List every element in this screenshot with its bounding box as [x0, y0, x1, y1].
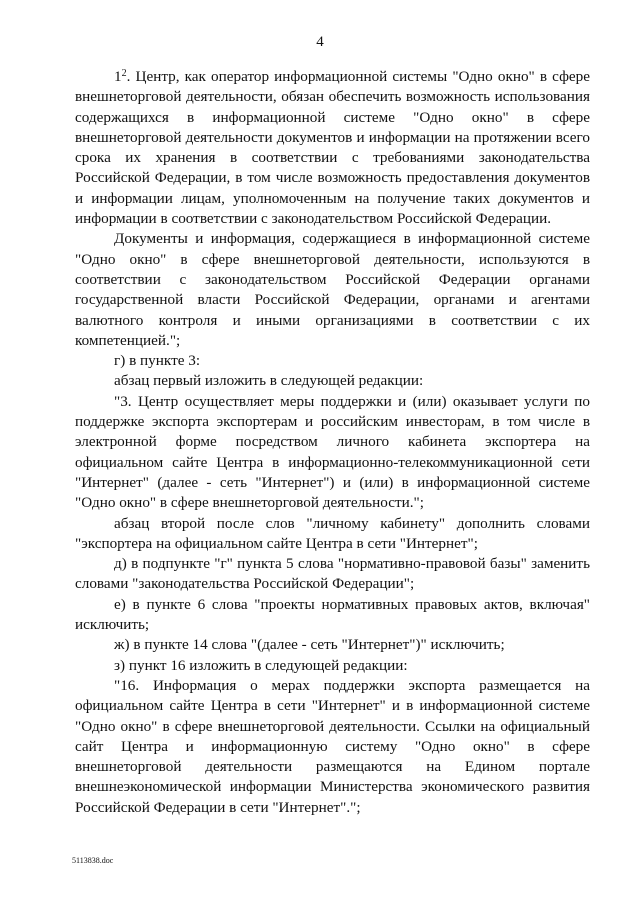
document-body: [75, 67, 590, 818]
document-filename: 5113838.doc: [72, 856, 114, 865]
paragraph-1-2: [75, 67, 590, 229]
paragraph-text: . Центр, как оператор информационной системы "Одно окно" в сфере внешнеторговой деятельности, обязан обеспечить возможность использования содержащихся в информационной системе "Одно окно" в сфере внешнеторговой деятельности документов и информации на протяжении всего срока их хранения в соответствии с требованиями законодательства Российской Федерации, в том числе возможность предоставления документов и информации лицам, уполномоченным на получение таких документов и информации в соответствии с законодательством Российской Федерации.: [75, 68, 590, 228]
page-number: 4: [316, 34, 324, 50]
paragraph-item-e: е) в пункте 6 слова "проекты нормативных правовых актов, включая" исключить;: [75, 595, 590, 634]
paragraph-item-zh: ж) в пункте 14 слова "(далее - сеть "Интернет")" исключить;: [114, 636, 505, 654]
paragraph-point-16: "16. Информация о мерах поддержки экспорта размещается на официальном сайте Центра в сети "Интернет" и в информационной системе "Одно окно" в сфере внешнеторговой деятельности. Ссылки на официальный сайт Центра и информационную систему "Одно окно" в сфере внешнеторговой деятельности размещаются на Едином портале внешнеэкономической информации Министерства экономического развития Российской Федерации в сети "Интернет".";: [75, 676, 590, 816]
paragraph-point-3: "3. Центр осуществляет меры поддержки и (или) оказывает услуги по поддержке экспорта экспортерам и российским инвесторам, в том числе в электронной форме посредством личного кабинета экспортера на официальном сайте Центра в информационно-телекоммуникационной сети "Интернет" (далее - сеть "Интернет") и (или) в информационной системе "Одно окно" в сфере внешнеторговой деятельности.";: [75, 392, 590, 512]
paragraph-documents: Документы и информация, содержащиеся в информационной системе "Одно окно" в сфере внешнеторговой деятельности, используются в соответствии с законодательством Российской Федерации органами государственной власти Российской Федерации, органами и агентами валютного контроля и иными организациями в соответствии с их компетенцией.";: [75, 230, 590, 349]
paragraph-item-z: з) пункт 16 изложить в следующей редакции:: [114, 656, 408, 674]
superscript-index: 2: [121, 68, 127, 79]
paragraph-second-abzac: абзац второй после слов "личному кабинету" дополнить словами "экспортера на официальном сайте Центра в сети "Интернет";: [75, 514, 590, 552]
paragraph-prefix: 1: [114, 68, 122, 85]
paragraph-item-g: г) в пункте 3:: [114, 352, 201, 370]
paragraph-first-abzac: абзац первый изложить в следующей редакции:: [114, 372, 424, 390]
paragraph-item-d: д) в подпункте "г" пункта 5 слова "нормативно-правовой базы" заменить словами "законодательства Российской Федерации";: [75, 555, 590, 593]
